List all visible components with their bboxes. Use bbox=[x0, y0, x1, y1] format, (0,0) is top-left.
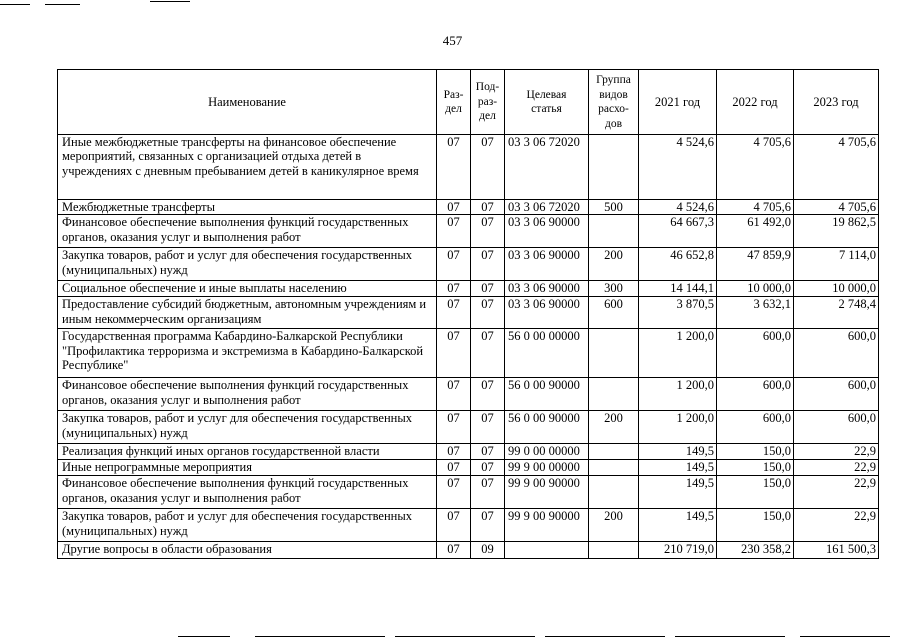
table-row bbox=[58, 460, 879, 476]
table-cell-razdel: 07 bbox=[437, 200, 471, 215]
table-cell-podrazdel: 07 bbox=[471, 509, 505, 542]
table-cell-celevaya-statya: 03 3 06 90000 bbox=[505, 297, 589, 329]
table-cell-podrazdel: 07 bbox=[471, 411, 505, 444]
table-cell-2021: 1 200,0 bbox=[639, 329, 717, 378]
table-cell-razdel: 07 bbox=[437, 329, 471, 378]
table-cell-razdel: 07 bbox=[437, 509, 471, 542]
table-cell-podrazdel: 07 bbox=[471, 200, 505, 215]
table-cell-gruppa-vidov-rashodov: 500 bbox=[589, 200, 639, 215]
table-cell-celevaya-statya: 99 0 00 00000 bbox=[505, 444, 589, 460]
table-cell-2023: 600,0 bbox=[794, 378, 879, 411]
table-cell-2022: 4 705,6 bbox=[717, 135, 794, 200]
table-cell-celevaya-statya: 56 0 00 90000 bbox=[505, 411, 589, 444]
table-cell-gruppa-vidov-rashodov bbox=[589, 476, 639, 509]
table-cell-gruppa-vidov-rashodov: 200 bbox=[589, 509, 639, 542]
table-cell-podrazdel: 07 bbox=[471, 281, 505, 297]
scan-artifact-line bbox=[395, 636, 535, 637]
table-cell-2022: 10 000,0 bbox=[717, 281, 794, 297]
table-cell-celevaya-statya: 03 3 06 72020 bbox=[505, 200, 589, 215]
table-cell-name: Предоставление субсидий бюджетным, автономным учреждениям и иным некоммерческим организациям bbox=[58, 297, 437, 329]
table-cell-2023: 600,0 bbox=[794, 411, 879, 444]
table-cell-podrazdel: 07 bbox=[471, 215, 505, 248]
table-cell-2021: 4 524,6 bbox=[639, 135, 717, 200]
table-cell-2022: 150,0 bbox=[717, 476, 794, 509]
table-cell-gruppa-vidov-rashodov bbox=[589, 378, 639, 411]
table-cell-name: Социальное обеспечение и иные выплаты населению bbox=[58, 281, 437, 297]
table-cell-name: Государственная программа Кабардино-Балкарской Республики "Профилактика терроризма и экстремизма в Кабардино-Балкарской Республике" bbox=[58, 329, 437, 378]
table-cell-gruppa-vidov-rashodov: 200 bbox=[589, 248, 639, 281]
table-cell-2022: 3 632,1 bbox=[717, 297, 794, 329]
table-cell-razdel: 07 bbox=[437, 248, 471, 281]
table-cell-celevaya-statya: 99 9 00 90000 bbox=[505, 476, 589, 509]
table-cell-celevaya-statya: 03 3 06 90000 bbox=[505, 248, 589, 281]
table-cell-name: Межбюджетные трансферты bbox=[58, 200, 437, 215]
header-gruppa-vidov-rashodov: Группа видов расхо- дов bbox=[589, 70, 639, 135]
table-cell-podrazdel: 09 bbox=[471, 542, 505, 559]
table-cell-podrazdel: 07 bbox=[471, 444, 505, 460]
table-cell-2021: 1 200,0 bbox=[639, 378, 717, 411]
table-cell-razdel: 07 bbox=[437, 378, 471, 411]
table-cell-2023: 10 000,0 bbox=[794, 281, 879, 297]
table-cell-2023: 22,9 bbox=[794, 509, 879, 542]
table-cell-name: Финансовое обеспечение выполнения функций государственных органов, оказания услуг и выполнения работ bbox=[58, 476, 437, 509]
table-row bbox=[58, 297, 879, 329]
table-cell-name: Другие вопросы в области образования bbox=[58, 542, 437, 559]
table-cell-gruppa-vidov-rashodov bbox=[589, 460, 639, 476]
table-cell-gruppa-vidov-rashodov bbox=[589, 329, 639, 378]
table-row bbox=[58, 476, 879, 509]
scan-artifact-line bbox=[178, 636, 230, 637]
table-cell-razdel: 07 bbox=[437, 460, 471, 476]
table-row bbox=[58, 248, 879, 281]
table-cell-2021: 3 870,5 bbox=[639, 297, 717, 329]
table-cell-2022: 600,0 bbox=[717, 411, 794, 444]
table-row bbox=[58, 200, 879, 215]
table-cell-gruppa-vidov-rashodov bbox=[589, 542, 639, 559]
table-cell-2023: 19 862,5 bbox=[794, 215, 879, 248]
table-cell-2021: 64 667,3 bbox=[639, 215, 717, 248]
table-cell-podrazdel: 07 bbox=[471, 378, 505, 411]
table-cell-name: Закупка товаров, работ и услуг для обеспечения государственных (муниципальных) нужд bbox=[58, 248, 437, 281]
table-cell-2023: 4 705,6 bbox=[794, 135, 879, 200]
table-row bbox=[58, 444, 879, 460]
table-cell-name: Закупка товаров, работ и услуг для обеспечения государственных (муниципальных) нужд bbox=[58, 411, 437, 444]
table-cell-2023: 22,9 bbox=[794, 460, 879, 476]
budget-table bbox=[57, 69, 879, 559]
table-cell-name: Реализация функций иных органов государственной власти bbox=[58, 444, 437, 460]
table-cell-gruppa-vidov-rashodov: 600 bbox=[589, 297, 639, 329]
table-cell-razdel: 07 bbox=[437, 297, 471, 329]
table-cell-razdel: 07 bbox=[437, 135, 471, 200]
table-cell-gruppa-vidov-rashodov bbox=[589, 215, 639, 248]
table-header-row bbox=[58, 70, 879, 135]
scan-artifact-line bbox=[0, 4, 30, 5]
table-cell-2022: 61 492,0 bbox=[717, 215, 794, 248]
table-cell-celevaya-statya: 56 0 00 90000 bbox=[505, 378, 589, 411]
table-cell-2022: 230 358,2 bbox=[717, 542, 794, 559]
table-cell-gruppa-vidov-rashodov: 200 bbox=[589, 411, 639, 444]
scan-artifact-line bbox=[150, 1, 190, 2]
table-cell-2022: 4 705,6 bbox=[717, 200, 794, 215]
table-cell-podrazdel: 07 bbox=[471, 460, 505, 476]
table-cell-2023: 2 748,4 bbox=[794, 297, 879, 329]
table-cell-gruppa-vidov-rashodov bbox=[589, 444, 639, 460]
header-2022: 2022 год bbox=[717, 70, 794, 135]
table-cell-name: Закупка товаров, работ и услуг для обеспечения государственных (муниципальных) нужд bbox=[58, 509, 437, 542]
scan-artifact-line bbox=[545, 636, 665, 637]
table-cell-2021: 46 652,8 bbox=[639, 248, 717, 281]
table-row bbox=[58, 329, 879, 378]
table-cell-2022: 150,0 bbox=[717, 444, 794, 460]
table-cell-gruppa-vidov-rashodov: 300 bbox=[589, 281, 639, 297]
table-cell-celevaya-statya: 99 9 00 00000 bbox=[505, 460, 589, 476]
table-row bbox=[58, 411, 879, 444]
table-cell-celevaya-statya: 03 3 06 90000 bbox=[505, 281, 589, 297]
scan-artifact-line bbox=[255, 636, 385, 637]
table-cell-2022: 150,0 bbox=[717, 509, 794, 542]
scan-artifact-line bbox=[800, 636, 890, 637]
table-cell-2023: 22,9 bbox=[794, 476, 879, 509]
header-2023: 2023 год bbox=[794, 70, 879, 135]
table-row bbox=[58, 135, 879, 200]
table-cell-celevaya-statya: 99 9 00 90000 bbox=[505, 509, 589, 542]
table-cell-razdel: 07 bbox=[437, 542, 471, 559]
table-cell-gruppa-vidov-rashodov bbox=[589, 135, 639, 200]
table-cell-razdel: 07 bbox=[437, 411, 471, 444]
table-cell-2023: 600,0 bbox=[794, 329, 879, 378]
table-cell-podrazdel: 07 bbox=[471, 135, 505, 200]
table-cell-podrazdel: 07 bbox=[471, 329, 505, 378]
table-cell-2021: 149,5 bbox=[639, 444, 717, 460]
table-cell-2021: 149,5 bbox=[639, 460, 717, 476]
header-podrazdel: Под- раз- дел bbox=[471, 70, 505, 135]
table-row bbox=[58, 281, 879, 297]
table-cell-celevaya-statya bbox=[505, 542, 589, 559]
table-cell-2022: 600,0 bbox=[717, 329, 794, 378]
table-cell-razdel: 07 bbox=[437, 281, 471, 297]
table-cell-2023: 7 114,0 bbox=[794, 248, 879, 281]
table-cell-2022: 150,0 bbox=[717, 460, 794, 476]
table-row bbox=[58, 215, 879, 248]
table-cell-celevaya-statya: 03 3 06 72020 bbox=[505, 135, 589, 200]
table-cell-razdel: 07 bbox=[437, 444, 471, 460]
table-cell-2021: 14 144,1 bbox=[639, 281, 717, 297]
header-name: Наименование bbox=[58, 70, 437, 135]
header-razdel: Раз- дел bbox=[437, 70, 471, 135]
table-cell-name: Иные межбюджетные трансферты на финансовое обеспечение мероприятий, связанных с организацией отдыха детей в учреждениях с дневным пребыванием детей в каникулярное время bbox=[58, 135, 437, 200]
table-cell-2023: 22,9 bbox=[794, 444, 879, 460]
header-celevaya-statya: Целевая статья bbox=[505, 70, 589, 135]
table-cell-2021: 149,5 bbox=[639, 476, 717, 509]
table-cell-2022: 47 859,9 bbox=[717, 248, 794, 281]
table-cell-name: Иные непрограммные мероприятия bbox=[58, 460, 437, 476]
table-cell-celevaya-statya: 03 3 06 90000 bbox=[505, 215, 589, 248]
page-number: 457 bbox=[442, 33, 463, 48]
table-cell-razdel: 07 bbox=[437, 476, 471, 509]
header-2021: 2021 год bbox=[639, 70, 717, 135]
table-cell-2021: 210 719,0 bbox=[639, 542, 717, 559]
table-cell-celevaya-statya: 56 0 00 00000 bbox=[505, 329, 589, 378]
table-cell-podrazdel: 07 bbox=[471, 476, 505, 509]
table-cell-2022: 600,0 bbox=[717, 378, 794, 411]
table-cell-2021: 1 200,0 bbox=[639, 411, 717, 444]
table-cell-name: Финансовое обеспечение выполнения функций государственных органов, оказания услуг и выполнения работ bbox=[58, 215, 437, 248]
table-cell-name: Финансовое обеспечение выполнения функций государственных органов, оказания услуг и выполнения работ bbox=[58, 378, 437, 411]
scan-artifact-line bbox=[675, 636, 785, 637]
table-row bbox=[58, 378, 879, 411]
table-cell-podrazdel: 07 bbox=[471, 248, 505, 281]
table-cell-2021: 4 524,6 bbox=[639, 200, 717, 215]
table-cell-2021: 149,5 bbox=[639, 509, 717, 542]
scan-artifact-line bbox=[45, 4, 80, 5]
table-row bbox=[58, 542, 879, 559]
table-cell-podrazdel: 07 bbox=[471, 297, 505, 329]
table-cell-razdel: 07 bbox=[437, 215, 471, 248]
table-cell-2023: 161 500,3 bbox=[794, 542, 879, 559]
table-cell-2023: 4 705,6 bbox=[794, 200, 879, 215]
table-row bbox=[58, 509, 879, 542]
